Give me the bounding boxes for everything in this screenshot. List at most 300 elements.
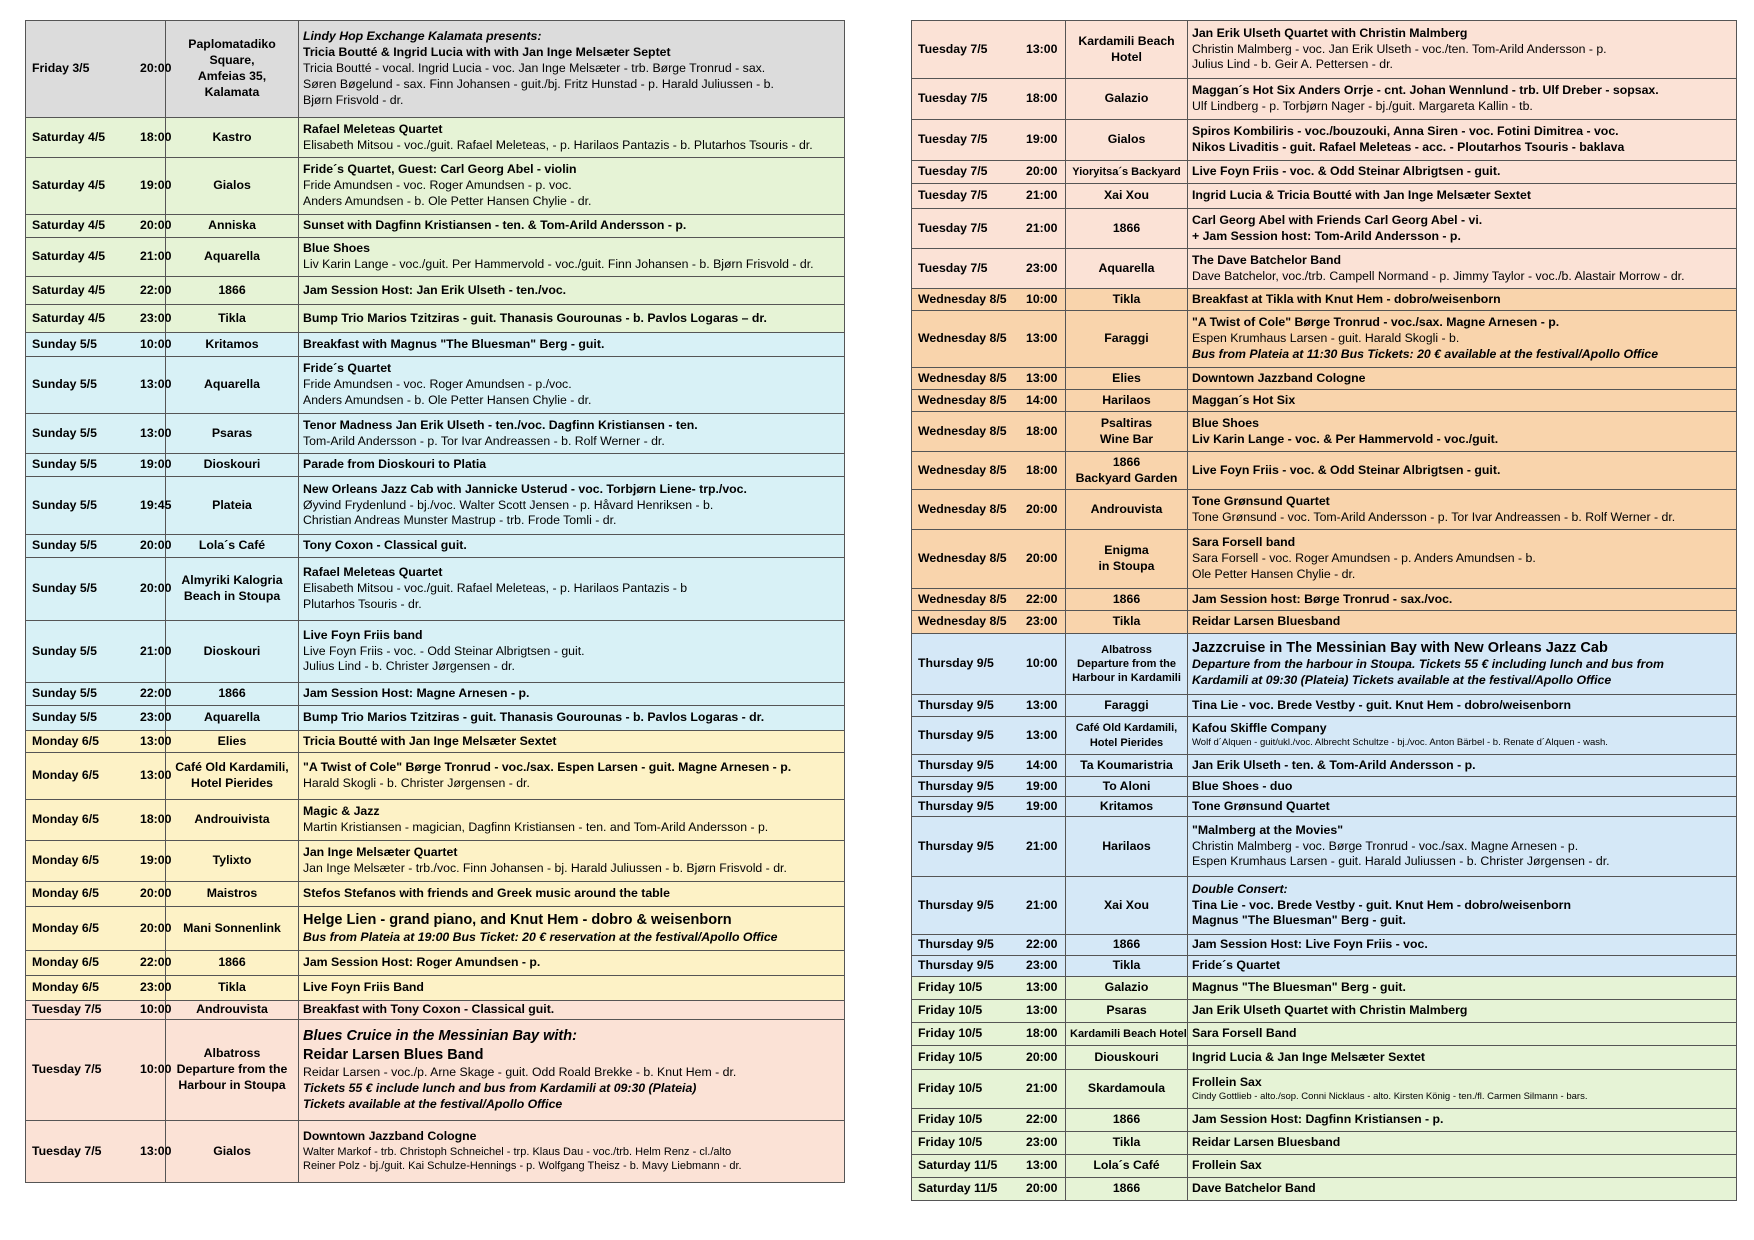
event-datetime	[26, 118, 172, 158]
schedule-row	[912, 611, 1737, 634]
event-time: 13:00	[1026, 697, 1058, 712]
venue-line: Kastro	[212, 129, 252, 144]
event-line: Elisabeth Mitsou - voc./guit. Rafael Meleteas, - p. Harilaos Pantazis - b	[303, 581, 688, 595]
event-venue	[1066, 1046, 1188, 1070]
event-line: Blue Shoes	[1192, 415, 1259, 430]
event-line: Sara Forsell band	[1192, 535, 1296, 550]
event-time: 21:00	[140, 643, 172, 658]
event-line: "A Twist of Cole" Børge Tronrud - voc./sax. Magne Arnesen - p.	[1192, 315, 1560, 330]
event-details	[299, 21, 845, 118]
event-date: Sunday 5/5	[32, 643, 97, 658]
event-line: Christian Andreas Munster Mastrup - trb. Frode Tomli - dr.	[303, 513, 617, 528]
event-details	[299, 706, 845, 731]
event-venue	[166, 558, 299, 621]
event-time: 13:00	[1026, 331, 1058, 345]
schedule-row	[26, 21, 845, 118]
event-venue	[166, 882, 299, 907]
event-date: Tuesday 7/5	[918, 220, 988, 235]
event-details	[299, 753, 845, 800]
schedule-row	[912, 120, 1737, 161]
event-venue	[166, 1121, 299, 1183]
schedule-row	[26, 357, 845, 414]
event-datetime	[912, 589, 1066, 611]
event-datetime	[26, 535, 172, 558]
event-venue	[1066, 797, 1188, 817]
event-details	[1188, 797, 1737, 817]
event-line: Sara Forsell Band	[1192, 1026, 1297, 1040]
event-line: Tom-Arild Andersson - p. Tor Ivar Andreassen - b. Rolf Werner - dr.	[303, 433, 665, 448]
event-time: 19:00	[140, 853, 172, 867]
event-venue	[166, 731, 299, 753]
venue-line: Diouskouri	[1094, 1049, 1159, 1064]
event-date: Thursday 9/5	[918, 656, 994, 670]
venue-line: Psaltiras	[1100, 415, 1153, 430]
event-details	[1188, 695, 1737, 717]
event-line: Dave Batchelor Band	[1192, 1181, 1316, 1195]
schedule-row	[26, 621, 845, 683]
event-venue	[166, 454, 299, 477]
event-datetime	[912, 611, 1066, 634]
event-venue	[1066, 1070, 1188, 1109]
event-venue	[166, 621, 299, 683]
event-line: Øyvind Frydenlund - bj./voc. Walter Scott Jensen - p. Håvard Henriksen - b.	[303, 497, 714, 512]
venue-line: Amfeias 35,	[197, 69, 267, 83]
event-date: Wednesday 8/5	[918, 462, 1007, 477]
venue-line: Gialos	[1107, 132, 1146, 146]
event-line: Jam Session Host: Magne Arnesen - p.	[303, 686, 530, 700]
event-details	[299, 357, 845, 414]
event-date: Friday 3/5	[32, 61, 90, 75]
event-line: Jazzcruise in The Messinian Bay with New Orleans Jazz Cab	[1192, 639, 1608, 656]
event-time: 10:00	[140, 336, 172, 351]
venue-line: 1866	[1112, 220, 1141, 235]
event-date: Monday 6/5	[32, 920, 99, 935]
event-time: 13:00	[1026, 370, 1058, 385]
event-time: 23:00	[1026, 1135, 1058, 1149]
event-datetime	[26, 683, 172, 706]
event-datetime	[912, 79, 1066, 120]
event-time: 23:00	[140, 710, 172, 724]
event-date: Sunday 5/5	[32, 377, 97, 391]
event-line: Reidar Larsen - voc./p. Arne Skage - guit. Odd Roald Brekke - b. Knut Hem - dr.	[303, 1064, 737, 1079]
event-time: 23:00	[1026, 260, 1058, 275]
event-line: Ole Petter Hansen Chylie - dr.	[1192, 566, 1356, 581]
event-datetime	[912, 490, 1066, 530]
event-details	[299, 1121, 845, 1183]
venue-line: Tikla	[1112, 614, 1141, 628]
event-line: Fride Amundsen - voc. Roger Amundsen - p./voc.	[303, 377, 572, 391]
event-venue	[1066, 79, 1188, 120]
event-time: 23:00	[1026, 614, 1058, 628]
event-datetime	[912, 755, 1066, 777]
event-venue	[1066, 634, 1188, 695]
event-time: 18:00	[140, 129, 172, 144]
event-time: 19:00	[140, 457, 172, 471]
venue-line: Psaras	[211, 425, 253, 440]
schedule-row	[26, 1121, 845, 1183]
venue-line: Plateia	[212, 497, 252, 512]
event-datetime	[912, 1000, 1066, 1023]
event-date: Friday 10/5	[918, 980, 983, 994]
event-details	[1188, 452, 1737, 490]
event-details	[299, 277, 845, 305]
event-date: Thursday 9/5	[918, 838, 994, 853]
event-date: Thursday 9/5	[918, 958, 994, 972]
venue-line: Enigma	[1104, 543, 1149, 558]
event-datetime	[26, 753, 172, 800]
venue-line: Maistros	[206, 886, 258, 900]
schedule-row	[26, 1001, 845, 1020]
venue-line: Yioryitsa´s Backyard	[1072, 165, 1181, 178]
event-details	[299, 976, 845, 1001]
venue-line: Harilaos	[1102, 392, 1151, 407]
event-details	[1188, 1023, 1737, 1046]
event-datetime	[26, 1001, 172, 1020]
event-details	[1188, 1046, 1737, 1070]
event-time: 18:00	[1026, 1026, 1058, 1040]
venue-line: Anniska	[208, 218, 256, 232]
event-time: 22:00	[140, 282, 172, 297]
event-time: 21:00	[1026, 897, 1058, 912]
event-line: Frollein Sax	[1192, 1074, 1262, 1089]
event-details	[1188, 956, 1737, 977]
event-line: Bump Trio Marios Tzitziras - guit. Thanasis Gourounas - b. Pavlos Logaras - dr.	[303, 710, 765, 724]
venue-line: 1866	[218, 686, 246, 700]
event-venue	[1066, 21, 1188, 79]
event-datetime	[26, 621, 172, 683]
event-line: Reiner Polz - bj./guit. Kai Schulze-Hennings - p. Wolfgang Theisz - b. Mavy Liebmann - dr.	[303, 1160, 742, 1173]
event-line: Christin Malmberg - voc. Børge Tronrud - voc./sax. Magne Arnesen - p.	[1192, 838, 1579, 853]
event-venue	[166, 477, 299, 535]
venue-line: Lola´s Café	[1093, 1158, 1160, 1172]
event-line: "A Twist of Cole" Børge Tronrud - voc./sax. Espen Larsen - guit. Magne Arnesen - p.	[303, 760, 792, 775]
event-date: Saturday 4/5	[32, 249, 106, 263]
event-details	[1188, 935, 1737, 956]
schedule-row	[26, 414, 845, 454]
event-venue	[1066, 161, 1188, 184]
event-details	[1188, 1155, 1737, 1178]
event-details	[299, 305, 845, 333]
event-venue	[1066, 777, 1188, 797]
schedule-row	[912, 368, 1737, 390]
event-line: Kardamili at 09:30 (Plateia) Tickets available at the festival/Apollo Office	[1192, 673, 1612, 688]
schedule-row	[912, 490, 1737, 530]
event-details	[1188, 120, 1737, 161]
venue-line: Xai Xou	[1103, 897, 1150, 912]
event-date: Friday 10/5	[918, 1026, 983, 1040]
event-details	[1188, 184, 1737, 209]
venue-line: Elies	[1112, 370, 1141, 385]
event-datetime	[912, 289, 1066, 311]
event-venue	[166, 277, 299, 305]
event-date: Friday 10/5	[918, 1135, 983, 1149]
event-line: Tickets available at the festival/Apollo Office	[303, 1096, 563, 1111]
event-time: 22:00	[1026, 591, 1058, 606]
event-venue	[1066, 530, 1188, 589]
venue-line: Albatross	[1101, 643, 1152, 656]
event-details	[299, 731, 845, 753]
venue-line: Paplomatadiko	[188, 37, 276, 52]
event-venue	[1066, 717, 1188, 755]
event-line: Tina Lie - voc. Brede Vestby - guit. Knut Hem - dobro/weisenborn	[1192, 697, 1571, 712]
event-time: 10:00	[1026, 656, 1058, 670]
event-datetime	[26, 800, 172, 841]
event-date: Thursday 9/5	[918, 798, 994, 813]
event-line: Stefos Stefanos with friends and Greek music around the table	[303, 886, 670, 900]
event-details	[1188, 977, 1737, 1000]
event-venue	[166, 841, 299, 882]
event-venue	[166, 414, 299, 454]
schedule-row	[912, 249, 1737, 289]
event-line: Ulf Lindberg - p. Torbjørn Nager - bj./guit. Margareta Kallin - tb.	[1192, 99, 1533, 113]
event-time: 20:00	[140, 886, 172, 900]
venue-line: Harbour in Kardamili	[1072, 672, 1181, 685]
event-datetime	[26, 477, 172, 535]
schedule-row	[912, 289, 1737, 311]
venue-line: Skardamoula	[1087, 1081, 1166, 1095]
event-line: Bjørn Frisvold - dr.	[303, 92, 404, 107]
event-venue	[166, 238, 299, 277]
event-line: Live Foyn Friis band	[303, 627, 423, 642]
event-details	[299, 1020, 845, 1121]
event-date: Saturday 11/5	[918, 1181, 998, 1195]
schedule-row	[26, 907, 845, 951]
event-date: Sunday 5/5	[32, 581, 97, 595]
event-venue	[1066, 1000, 1188, 1023]
event-line: Reidar Larsen Bluesband	[1192, 614, 1341, 628]
event-line: Tone Grønsund Quartet	[1192, 493, 1330, 508]
schedule-row	[912, 1109, 1737, 1132]
event-datetime	[26, 454, 172, 477]
event-venue	[1066, 184, 1188, 209]
event-details	[1188, 1000, 1737, 1023]
event-date: Tuesday 7/5	[918, 188, 988, 202]
event-details	[299, 841, 845, 882]
event-details	[1188, 611, 1737, 634]
event-date: Monday 6/5	[32, 980, 99, 994]
event-datetime	[26, 305, 172, 333]
event-venue	[1066, 1132, 1188, 1155]
event-time: 20:00	[1026, 551, 1058, 565]
event-line: Anders Amundsen - b. Ole Petter Hansen Chylie - dr.	[303, 392, 592, 407]
event-details	[1188, 311, 1737, 368]
event-date: Monday 6/5	[32, 812, 99, 826]
event-time: 21:00	[1026, 838, 1058, 853]
event-venue	[1066, 289, 1188, 311]
schedule-row	[26, 454, 845, 477]
event-date: Wednesday 8/5	[918, 291, 1007, 306]
event-datetime	[912, 1132, 1066, 1155]
event-venue	[1066, 755, 1188, 777]
event-line: Tricia Boutté with Jan Inge Melsæter Sextet	[303, 733, 557, 748]
event-venue	[1066, 249, 1188, 289]
event-line: Breakfast with Magnus "The Bluesman" Berg - guit.	[303, 336, 605, 351]
event-venue	[1066, 1023, 1188, 1046]
venue-line: Androuvista	[196, 1002, 268, 1016]
schedule-row	[912, 209, 1737, 249]
event-time: 20:00	[140, 61, 172, 75]
event-line: + Jam Session host: Tom-Arild Andersson - p.	[1192, 228, 1461, 243]
event-line: The Dave Batchelor Band	[1192, 252, 1341, 267]
event-time: 10:00	[1026, 291, 1058, 306]
event-time: 22:00	[1026, 937, 1058, 951]
venue-line: 1866	[1112, 454, 1141, 469]
venue-line: Faraggi	[1104, 697, 1149, 712]
event-details	[1188, 490, 1737, 530]
event-venue	[1066, 956, 1188, 977]
event-line: Dave Batchelor, voc./trb. Campell Normand - p. Jimmy Taylor - voc./b. Alastair Morrow - dr.	[1192, 268, 1685, 283]
event-details	[299, 158, 845, 215]
event-venue	[1066, 209, 1188, 249]
schedule-row	[912, 797, 1737, 817]
event-line: Magnus "The Bluesman" Berg - guit.	[1192, 980, 1406, 994]
event-venue	[1066, 589, 1188, 611]
event-time: 21:00	[1026, 188, 1058, 202]
venue-line: Lola´s Café	[198, 538, 266, 552]
venue-line: Harbour in Stoupa	[178, 1077, 286, 1092]
event-line: Liv Karin Lange - voc./guit. Per Hammervold - voc./guit. Finn Johansen - b. Bjørn Frisvold - dr.	[303, 257, 814, 271]
schedule-row	[912, 695, 1737, 717]
event-line: Magnus "The Bluesman" Berg - guit.	[1192, 913, 1406, 928]
event-details	[299, 238, 845, 277]
event-date: Wednesday 8/5	[918, 614, 1007, 628]
event-line: Jan Erik Ulseth Quartet with Christin Malmberg	[1192, 25, 1468, 40]
event-line: Jam Session Host: Jan Erik Ulseth - ten./voc.	[303, 282, 567, 297]
schedule-row	[912, 530, 1737, 589]
event-datetime	[912, 634, 1066, 695]
event-date: Tuesday 7/5	[32, 1002, 102, 1016]
event-date: Thursday 9/5	[918, 727, 994, 742]
event-venue	[1066, 368, 1188, 390]
event-time: 10:00	[140, 1062, 172, 1076]
event-date: Monday 6/5	[32, 853, 99, 867]
event-line: Blue Shoes	[303, 241, 370, 256]
event-datetime	[26, 976, 172, 1001]
venue-line: Tikla	[1112, 291, 1141, 306]
event-line: Jam Session Host: Dagfinn Kristiansen - p.	[1192, 1112, 1444, 1126]
event-line: Nikos Livaditis - guit. Rafael Meleteas - acc. - Ploutarhos Tsouris - baklava	[1192, 140, 1625, 154]
event-details	[1188, 1109, 1737, 1132]
event-date: Monday 6/5	[32, 886, 99, 900]
event-time: 13:00	[1026, 980, 1058, 994]
venue-line: in Stoupa	[1098, 559, 1155, 573]
venue-line: 1866	[218, 955, 246, 969]
event-time: 13:00	[140, 768, 172, 782]
event-venue	[166, 357, 299, 414]
schedule-row	[912, 1000, 1737, 1023]
event-datetime	[912, 717, 1066, 755]
event-datetime	[912, 817, 1066, 877]
event-date: Tuesday 7/5	[918, 164, 988, 178]
event-line: Helge Lien - grand piano, and Knut Hem - dobro & weisenborn	[303, 912, 732, 929]
schedule-row	[912, 1070, 1737, 1109]
event-line: Bus from Plateia at 19:00 Bus Ticket: 20 € reservation at the festival/Apollo Office	[303, 929, 778, 944]
event-line: New Orleans Jazz Cab with Jannicke Usterud - voc. Torbjørn Liene- trp./voc.	[303, 481, 747, 496]
event-date: Friday 10/5	[918, 1112, 983, 1126]
event-date: Tuesday 7/5	[918, 91, 988, 105]
event-venue	[166, 535, 299, 558]
schedule-row	[26, 753, 845, 800]
venue-line: Faraggi	[1104, 331, 1149, 345]
schedule-row	[912, 79, 1737, 120]
venue-line: Galazio	[1104, 980, 1149, 994]
schedule-row	[912, 589, 1737, 611]
event-venue	[1066, 695, 1188, 717]
event-details	[299, 951, 845, 976]
event-venue	[166, 907, 299, 951]
schedule-row	[912, 1178, 1737, 1201]
event-venue	[166, 215, 299, 238]
venue-line: Kalamata	[204, 84, 260, 99]
venue-line: Androuvista	[1090, 501, 1163, 516]
event-datetime	[912, 777, 1066, 797]
event-line: Spiros Kombiliris - voc./bouzouki, Anna Siren - voc. Fotini Dimitrea - voc.	[1192, 124, 1619, 139]
event-line: "Malmberg at the Movies"	[1192, 822, 1344, 837]
venue-line: Kritamos	[1099, 798, 1154, 813]
schedule-column-right	[911, 20, 1737, 1201]
event-line: Fride´s Quartet	[1192, 958, 1281, 972]
event-details	[299, 535, 845, 558]
event-line: Christin Malmberg - voc. Jan Erik Ulseth - voc./ten. Tom-Arild Andersson - p.	[1192, 41, 1607, 56]
venue-line: Kardamili Beach Hotel	[1070, 1027, 1187, 1040]
event-line: Elisabeth Mitsou - voc./guit. Rafael Meleteas, - p. Harilaos Pantazis - b. Plutarhos Tsouris - dr.	[303, 137, 813, 152]
event-datetime	[26, 158, 172, 215]
event-venue	[1066, 817, 1188, 877]
venue-line: 1866	[218, 282, 246, 297]
venue-line: Tikla	[218, 980, 246, 994]
schedule-row	[26, 800, 845, 841]
event-details	[299, 907, 845, 951]
event-line: Tenor Madness Jan Erik Ulseth - ten./voc. Dagfinn Kristiansen - ten.	[303, 417, 698, 432]
schedule-row	[26, 558, 845, 621]
schedule-row	[26, 683, 845, 706]
venue-line: Elies	[217, 733, 247, 748]
venue-line: Aquarella	[1098, 260, 1155, 275]
event-date: Sunday 5/5	[32, 457, 97, 471]
event-venue	[1066, 977, 1188, 1000]
schedule-row	[26, 277, 845, 305]
venue-line: Aquarella	[203, 249, 261, 263]
event-venue	[166, 21, 299, 118]
event-details	[1188, 1132, 1737, 1155]
event-line: Anders Amundsen - b. Ole Petter Hansen Chylie - dr.	[303, 193, 592, 208]
event-line: Rafael Meleteas Quartet	[303, 121, 443, 136]
event-date: Tuesday 7/5	[32, 1143, 102, 1158]
venue-line: Xai Xou	[1103, 188, 1150, 202]
event-details	[1188, 777, 1737, 797]
event-line: Espen Krumhaus Larsen - guit. Harald Juliussen - b. Christer Jørgensen - dr.	[1192, 854, 1610, 869]
schedule-row	[26, 706, 845, 731]
venue-line: Kritamos	[205, 336, 259, 351]
event-date: Thursday 9/5	[918, 778, 994, 793]
venue-line: Backyard Garden	[1075, 470, 1178, 485]
event-venue	[1066, 877, 1188, 935]
event-details	[299, 477, 845, 535]
schedule-row	[912, 452, 1737, 490]
event-venue	[166, 706, 299, 731]
venue-line: Departure from the	[176, 1062, 288, 1076]
venue-line: Dioskouri	[203, 643, 261, 658]
event-time: 18:00	[1026, 462, 1058, 477]
event-date: Monday 6/5	[32, 955, 99, 969]
event-details	[1188, 530, 1737, 589]
schedule-row	[26, 951, 845, 976]
event-datetime	[912, 412, 1066, 452]
event-date: Sunday 5/5	[32, 710, 97, 724]
event-date: Monday 6/5	[32, 768, 99, 782]
event-time: 20:00	[140, 218, 172, 232]
schedule-row	[26, 305, 845, 333]
